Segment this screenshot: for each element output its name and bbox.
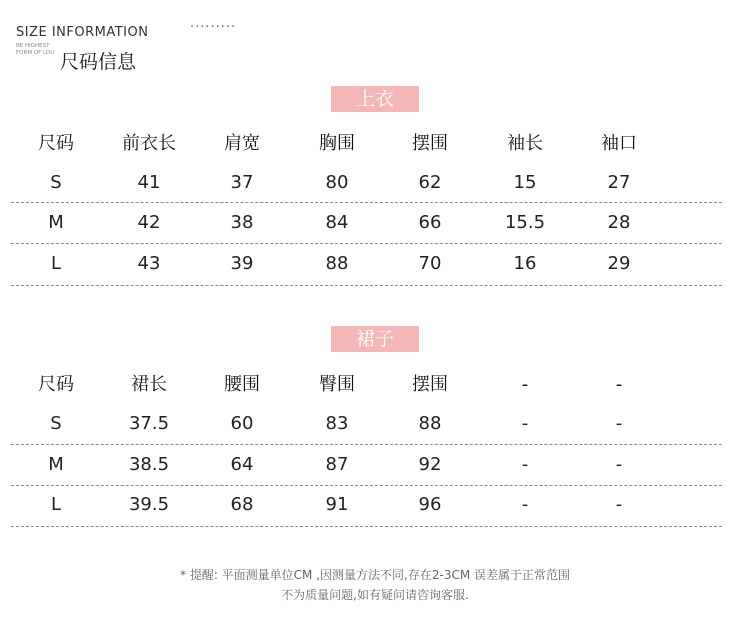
table-cell: 38.5 [128,454,170,475]
top-row-m [11,203,722,243]
table-cell: 60 [230,413,254,434]
table-cell: 15.5 [504,212,546,233]
table-cell: 68 [230,494,254,515]
table-cell: M [48,454,64,475]
table-cell: - [521,494,529,515]
table-cell: 96 [418,494,442,515]
table-cell: - [615,413,623,434]
skirt-header-cell: 裙长 [131,374,167,395]
skirt-row-s [11,404,722,444]
table-cell: - [615,454,623,475]
top-header-cell: 胸围 [319,133,355,154]
top-header-cell: 肩宽 [224,133,260,154]
table-cell: 84 [325,212,349,233]
table-cell: S [50,413,62,434]
table-cell: 80 [325,172,349,193]
row-divider [11,526,722,527]
skirt-header-cell: - [521,374,529,395]
table-cell: 29 [607,253,631,274]
table-cell: 62 [418,172,442,193]
top-section-title: 上衣 [331,86,419,112]
table-cell: 91 [325,494,349,515]
note-line-1: * 提醒: 平面测量单位CM ,因测量方法不同,存在2-3CM 误差属于正常范围 [180,568,570,582]
skirt-header-cell: - [615,374,623,395]
table-cell: 88 [325,253,349,274]
top-row-s [11,163,722,203]
top-header-cell: 前衣长 [122,133,176,154]
top-header-cell: 袖口 [601,133,637,154]
header-title-cn: 尺码信息 [60,51,137,73]
table-cell: 43 [137,253,161,274]
skirt-header-row [11,365,722,405]
table-cell: 16 [513,253,537,274]
table-cell: 28 [607,212,631,233]
table-cell: 15 [513,172,537,193]
skirt-row-l [11,485,722,525]
skirt-section-title: 裙子 [331,326,419,352]
table-cell: L [50,494,62,515]
top-header-row [11,124,722,164]
table-cell: 83 [325,413,349,434]
top-header-cell: 尺码 [38,133,74,154]
table-cell: 39 [230,253,254,274]
header-tiny-line2: FORM OF LOU [16,50,55,56]
table-cell: - [521,413,529,434]
table-cell: - [615,494,623,515]
table-cell: 37 [230,172,254,193]
table-cell: 66 [418,212,442,233]
table-cell: 38 [230,212,254,233]
table-cell: 41 [137,172,161,193]
skirt-header-cell: 尺码 [38,374,74,395]
table-cell: L [50,253,62,274]
skirt-header-cell: 臀围 [319,374,355,395]
table-cell: 88 [418,413,442,434]
top-row-l [11,244,722,284]
header-dots: ········· [190,20,237,35]
table-cell: 87 [325,454,349,475]
header-title-en: SIZE INFORMATION [16,25,149,40]
top-header-cell: 袖长 [507,133,543,154]
row-divider [11,285,722,286]
table-cell: 64 [230,454,254,475]
table-cell: 39.5 [128,494,170,515]
table-cell: 70 [418,253,442,274]
table-cell: S [50,172,62,193]
table-cell: 92 [418,454,442,475]
table-cell: 42 [137,212,161,233]
table-cell: 27 [607,172,631,193]
skirt-header-cell: 摆围 [412,374,448,395]
table-cell: - [521,454,529,475]
header-tiny-line1: BE HIGHEST [16,43,50,49]
skirt-header-cell: 腰围 [224,374,260,395]
top-header-cell: 摆围 [412,133,448,154]
table-cell: M [48,212,64,233]
skirt-row-m [11,445,722,485]
note-line-2: 不为质量问题,如有疑问请咨询客服. [281,588,469,602]
table-cell: 37.5 [128,413,170,434]
